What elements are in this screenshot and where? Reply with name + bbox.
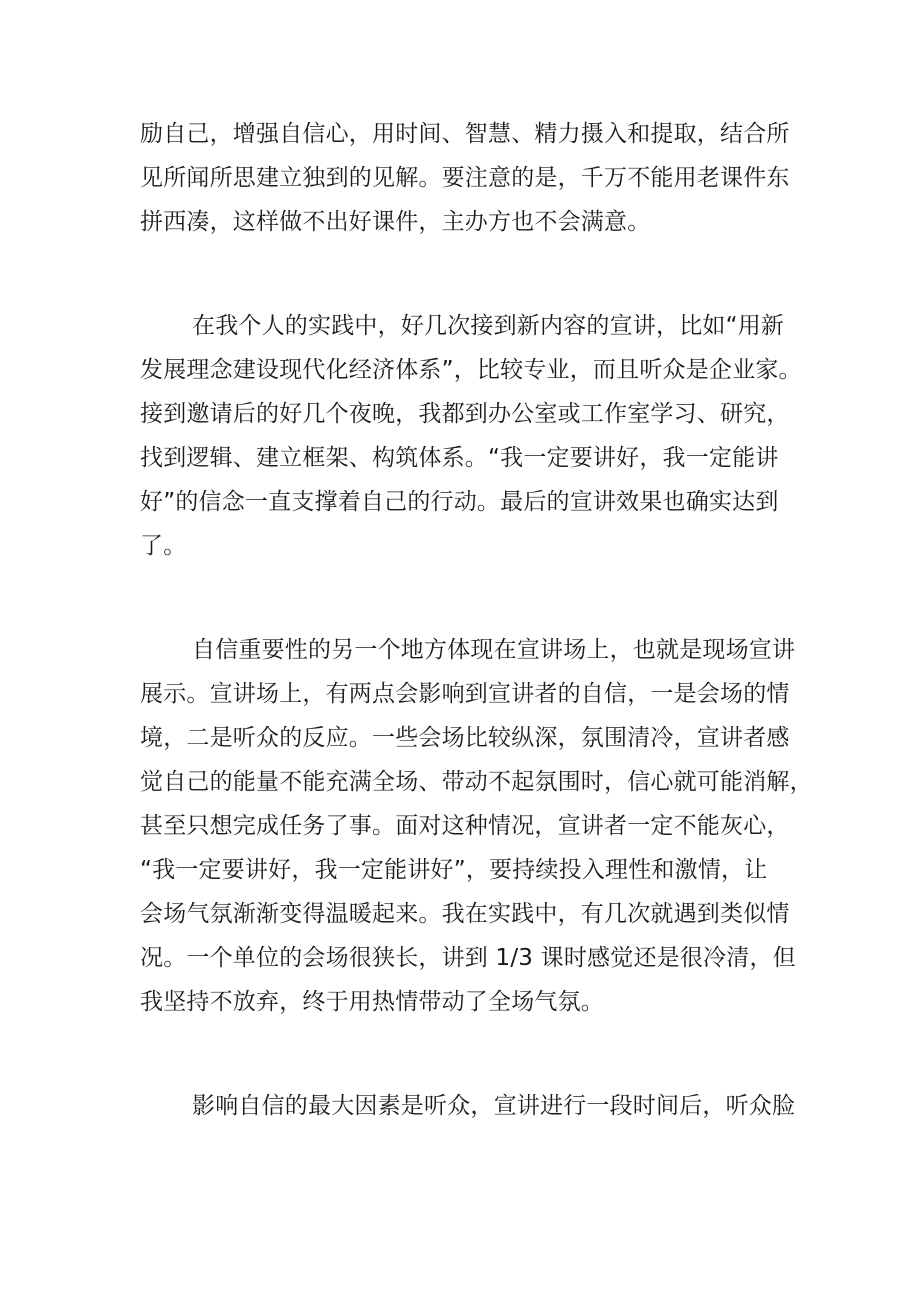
paragraph-3-line-6: “我一定要讲好，我一定能讲好”，要持续投入理性和激情，让 [140, 857, 768, 883]
paragraph-3-line-4: 觉自己的能量不能充满全场、带动不起氛围时，信心就可能消解， [140, 769, 813, 795]
paragraph-1-line-1: 励自己，增强自信心，用时间、智慧、精力摄入和提取，结合所 [140, 121, 790, 147]
paragraph-4-line-1: 影响自信的最大因素是听众，宣讲进行一段时间后，听众脸 [192, 1093, 796, 1119]
paragraph-2-line-4: 找到逻辑、建立框架、构筑体系。“我一定要讲好，我一定能讲 [140, 445, 779, 471]
paragraph-3-line-8: 况。一个单位的会场很狭长，讲到 1/3 课时感觉还是很冷清，但 [140, 945, 796, 971]
paragraph-3-line-2: 展示。宣讲场上，有两点会影响到宣讲者的自信，一是会场的情 [140, 681, 790, 707]
paragraph-3-line-5: 甚至只想完成任务了事。面对这种情况，宣讲者一定不能灰心， [140, 813, 790, 839]
paragraph-2-line-3: 接到邀请后的好几个夜晚，我都到办公室或工作室学习、研究， [140, 401, 790, 427]
paragraph-2-line-5: 好”的信念一直支撑着自己的行动。最后的宣讲效果也确实达到 [140, 489, 779, 515]
paragraph-1-line-2: 见所闻所思建立独到的见解。要注意的是，千万不能用老课件东 [140, 165, 790, 191]
paragraph-2-line-2: 发展理念建设现代化经济体系”，比较专业，而且听众是企业家。 [140, 357, 802, 383]
paragraph-3-line-3: 境，二是听众的反应。一些会场比较纵深，氛围清冷，宣讲者感 [140, 725, 790, 751]
paragraph-3-line-7: 会场气氛渐渐变得温暖起来。我在实践中，有几次就遇到类似情 [140, 901, 790, 927]
paragraph-3-line-9: 我坚持不放弃，终于用热情带动了全场气氛。 [140, 989, 604, 1015]
paragraph-3-line-1: 自信重要性的另一个地方体现在宣讲场上，也就是现场宣讲 [192, 637, 796, 663]
paragraph-2-line-1: 在我个人的实践中，好几次接到新内容的宣讲，比如“用新 [192, 313, 785, 339]
paragraph-2-line-6: 了。 [140, 533, 187, 559]
paragraph-1-line-3: 拼西凑，这样做不出好课件，主办方也不会满意。 [140, 209, 651, 235]
